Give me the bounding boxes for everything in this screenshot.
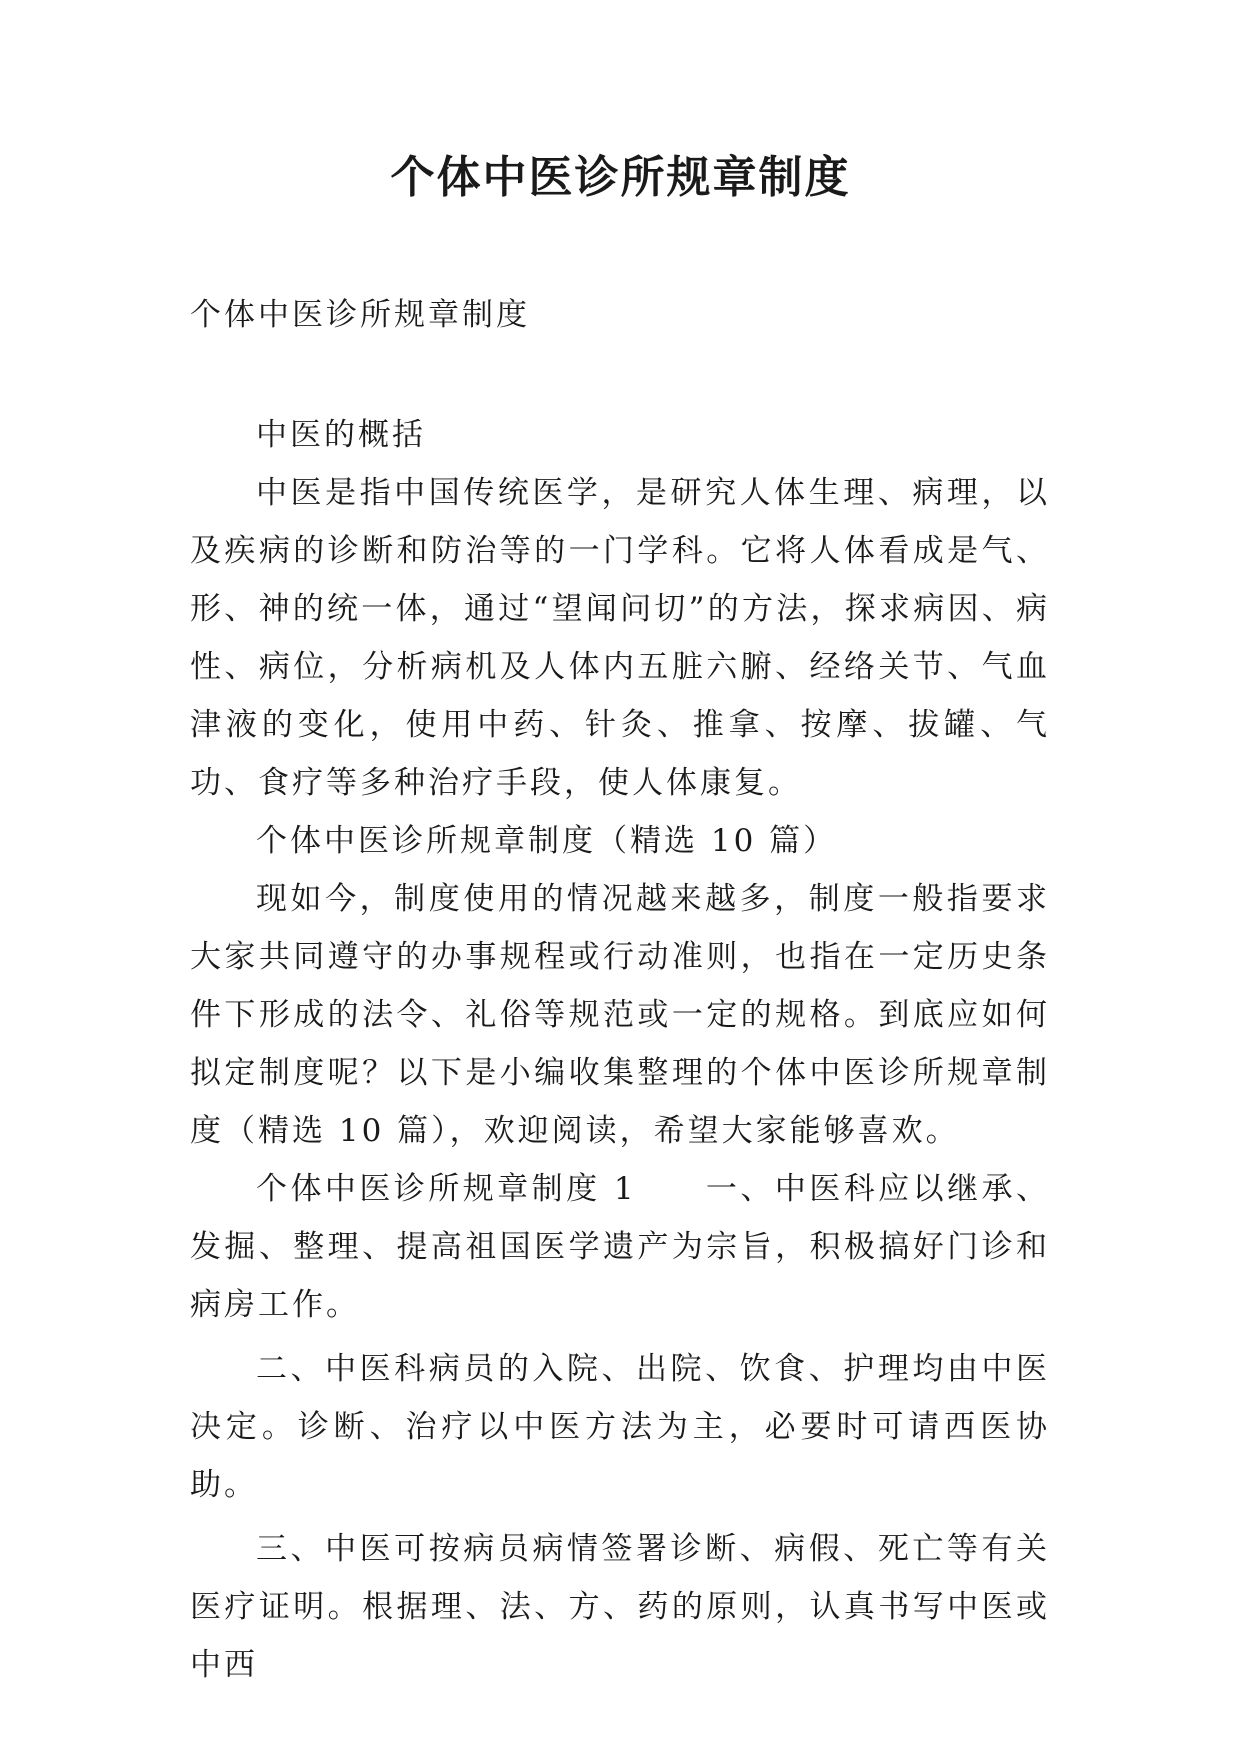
paragraph-introduction: 现如今，制度使用的情况越来越多，制度一般指要求大家共同遵守的办事规程或行动准则，也指在一定历史条件下形成的法令、礼俗等规范或一定的规格。到底应如何拟定制度呢？以下是小编收集整理的个体中医诊所规章制度（精选 10 篇），欢迎阅读，希望大家能够喜欢。 [190, 881, 1050, 1149]
paragraph-rule-1: 个体中医诊所规章制度 1 一、中医科应以继承、发掘、整理、提高祖国医学遗产为宗旨，积极搞好门诊和病房工作。 [190, 1171, 1050, 1323]
paragraph-rule-2: 二、中医科病员的入院、出院、饮食、护理均由中医决定。诊断、治疗以中医方法为主，必要时可请西医协助。 [190, 1351, 1050, 1503]
paragraph-rule-3: 三、中医可按病员病情签署诊断、病假、死亡等有关医疗证明。根据理、法、方、药的原则，认真书写中医或中西 [190, 1531, 1050, 1683]
document-body [190, 406, 1050, 1694]
paragraph-selection-heading: 个体中医诊所规章制度（精选 10 篇） [256, 823, 838, 859]
document-subtitle: 个体中医诊所规章制度 [190, 297, 530, 333]
document-title: 个体中医诊所规章制度 [390, 152, 851, 203]
paragraph-tcm-definition: 中医是指中国传统医学，是研究人体生理、病理，以及疾病的诊断和防治等的一门学科。它将人体看成是气、形、神的统一体，通过“望闻问切”的方法，探求病因、病性、病位，分析病机及人体内五脏六腑、经络关节、气血津液的变化，使用中药、针灸、推拿、按摩、拔罐、气功、食疗等多种治疗手段，使人体康复。 [190, 475, 1050, 801]
paragraph-overview-heading: 中医的概括 [256, 417, 426, 453]
